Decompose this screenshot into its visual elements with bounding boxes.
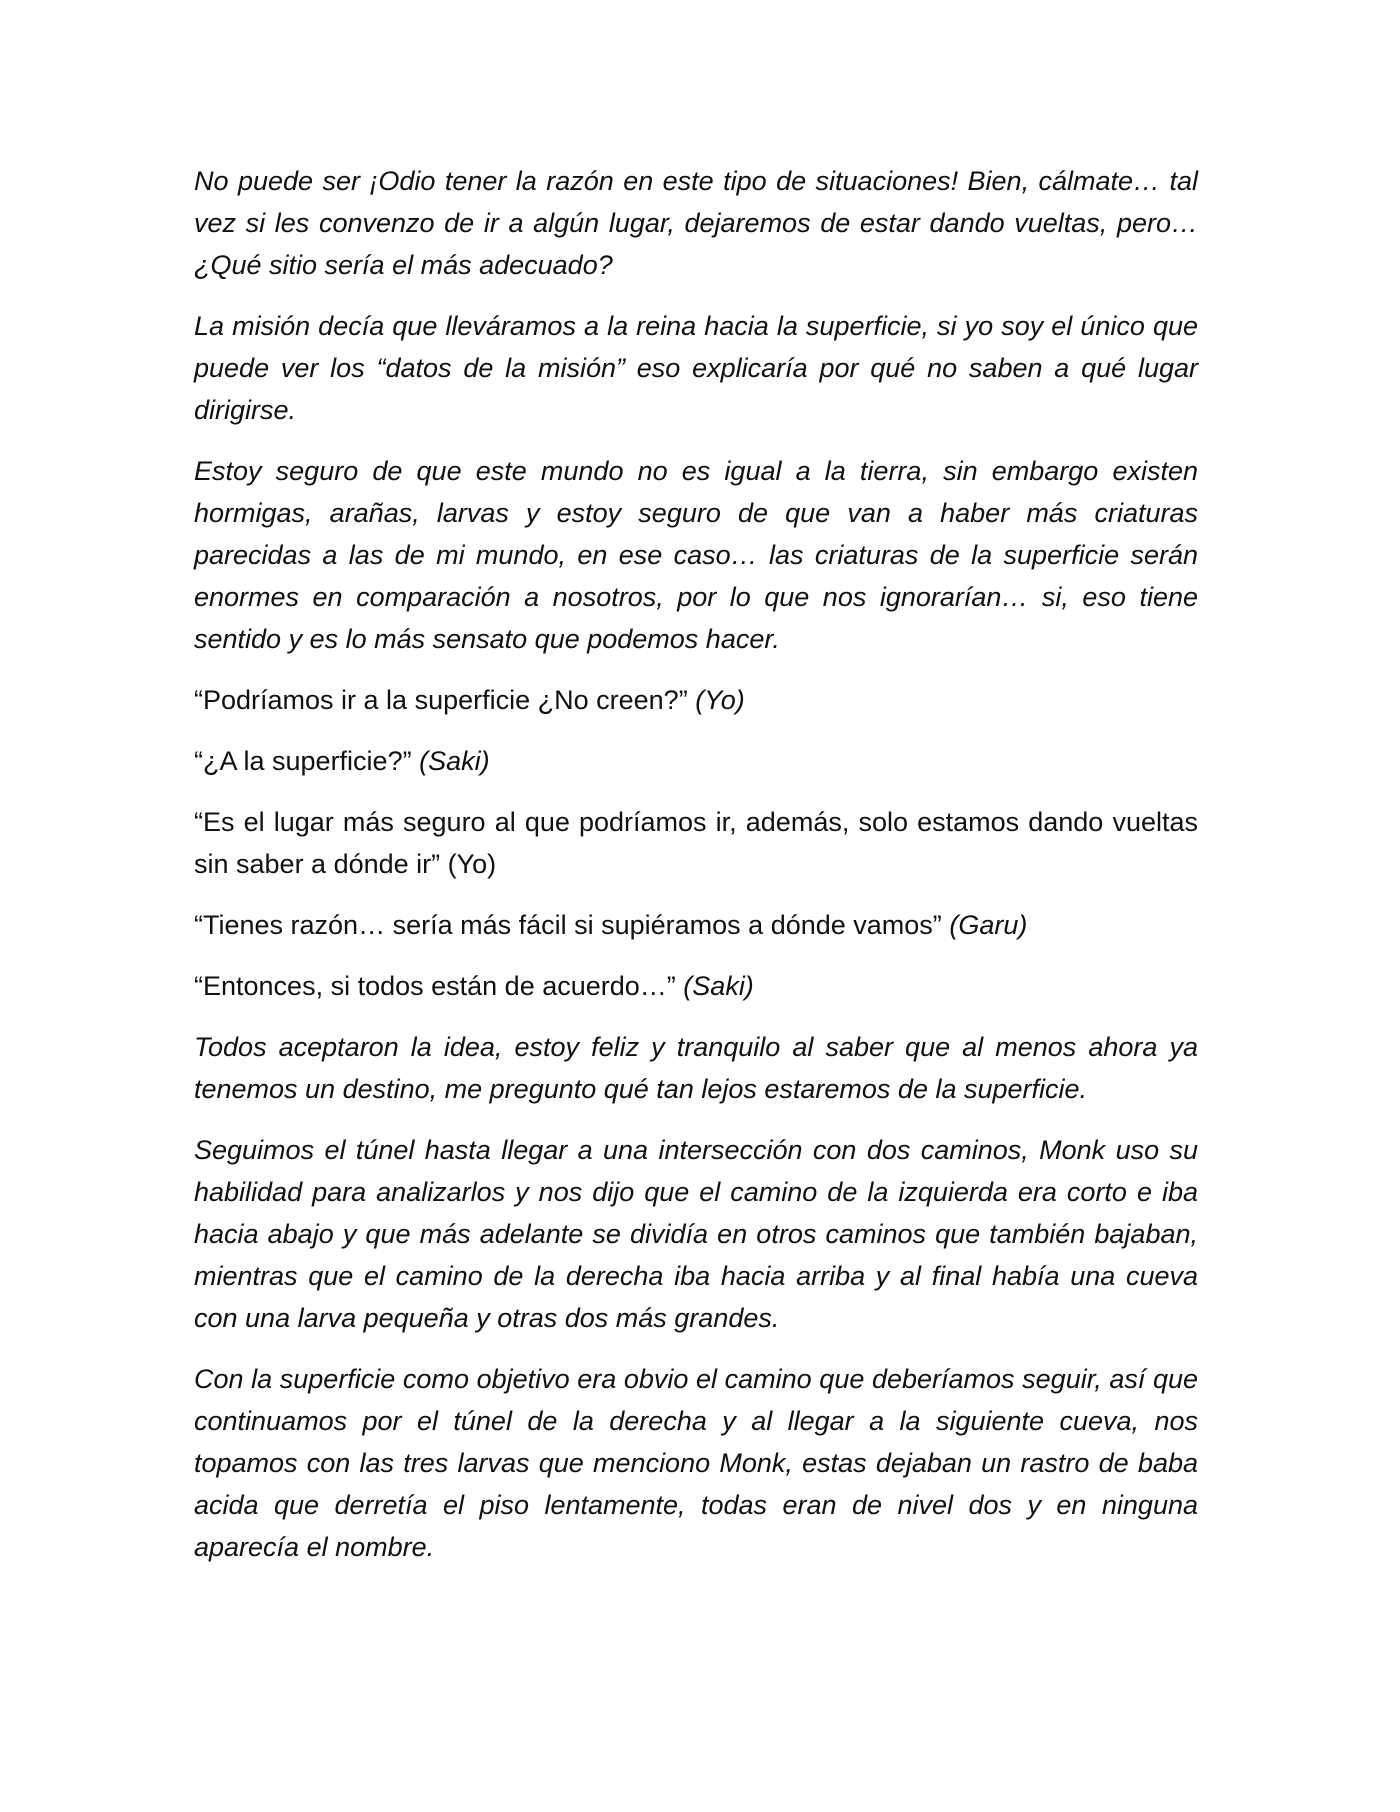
- paragraph-text: Estoy seguro de que este mundo no es igual a la tierra, sin embargo existen hormigas, arañas, larvas y estoy seguro de que van a haber más criaturas parecidas a las de mi mundo, en ese caso… las criaturas de la superficie serán enormes en comparación a nosotros, por lo que nos ignorarían… si, eso tiene sentido y es lo más sensato que podemos hacer.: [194, 456, 1198, 654]
- dialogue-line-5: [194, 965, 1198, 1007]
- paragraph-text: Con la superficie como objetivo era obvio el camino que deberíamos seguir, así que continuamos por el túnel de la derecha y al llegar a la siguiente cueva, nos topamos con las tres larvas que menciono Monk, estas dejaban un rastro de baba acida que derretía el piso lentamente, todas eran de nivel dos y en ninguna aparecía el nombre.: [194, 1364, 1198, 1562]
- document-page: [194, 160, 1198, 1587]
- paragraph-3: [194, 450, 1198, 660]
- paragraph-4: [194, 1026, 1198, 1110]
- paragraph-text: La misión decía que lleváramos a la reina hacia la superficie, si yo soy el único que puede ver los “datos de la misión” eso explicaría por qué no saben a qué lugar dirigirse.: [194, 311, 1198, 425]
- dialogue-text: “Tienes razón… sería más fácil si supiéramos a dónde vamos”: [194, 910, 942, 940]
- dialogue-line-2: [194, 740, 1198, 782]
- paragraph-1: [194, 160, 1198, 286]
- dialogue-line-1: [194, 679, 1198, 721]
- dialogue-speaker: (Saki): [683, 971, 754, 1001]
- paragraph-5: [194, 1129, 1198, 1339]
- dialogue-text: “Entonces, si todos están de acuerdo…”: [194, 971, 676, 1001]
- dialogue-speaker: (Garu): [949, 910, 1028, 940]
- paragraph-2: [194, 305, 1198, 431]
- dialogue-text: “Es el lugar más seguro al que podríamos ir, además, solo estamos dando vueltas sin saber a dónde ir” (Yo): [194, 807, 1198, 879]
- dialogue-line-4: [194, 904, 1198, 946]
- paragraph-6: [194, 1358, 1198, 1568]
- paragraph-text: No puede ser ¡Odio tener la razón en este tipo de situaciones! Bien, cálmate… tal vez si les convenzo de ir a algún lugar, dejaremos de estar dando vueltas, pero… ¿Qué sitio sería el más adecuado?: [194, 166, 1198, 280]
- dialogue-speaker: (Yo): [695, 685, 745, 715]
- dialogue-text: “Podríamos ir a la superficie ¿No creen?”: [194, 685, 688, 715]
- dialogue-line-3: [194, 801, 1198, 885]
- dialogue-text: “¿A la superficie?”: [194, 746, 412, 776]
- paragraph-text: Todos aceptaron la idea, estoy feliz y tranquilo al saber que al menos ahora ya tenemos un destino, me pregunto qué tan lejos estaremos de la superficie.: [194, 1032, 1198, 1104]
- dialogue-speaker: (Saki): [419, 746, 490, 776]
- paragraph-text: Seguimos el túnel hasta llegar a una intersección con dos caminos, Monk uso su habilidad para analizarlos y nos dijo que el camino de la izquierda era corto e iba hacia abajo y que más adelante se dividía en otros caminos que también bajaban, mientras que el camino de la derecha iba hacia arriba y al final había una cueva con una larva pequeña y otras dos más grandes.: [194, 1135, 1198, 1333]
